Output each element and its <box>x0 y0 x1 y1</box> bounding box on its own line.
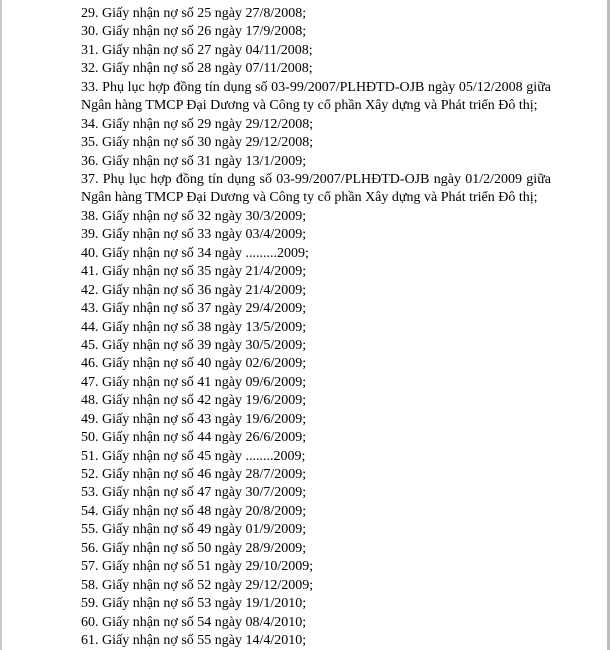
list-item <box>81 134 551 152</box>
item-number: 56. <box>81 540 99 556</box>
list-item <box>81 300 551 318</box>
list-item <box>81 23 551 41</box>
list-item <box>81 484 551 502</box>
list-item <box>81 116 551 134</box>
item-number: 40. <box>81 245 99 261</box>
list-item <box>81 263 551 281</box>
item-text: Giấy nhận nợ số 28 ngày 07/11/2008; <box>102 61 313 77</box>
list-item <box>81 79 551 116</box>
item-number: 37. <box>81 171 99 187</box>
item-number: 49. <box>81 411 99 427</box>
item-number: 44. <box>81 319 99 335</box>
item-number: 43. <box>81 301 99 317</box>
item-text: Giấy nhận nợ số 27 ngày 04/11/2008; <box>102 42 313 58</box>
item-number: 55. <box>81 522 99 538</box>
item-number: 31. <box>81 42 99 58</box>
item-text: Giấy nhận nợ số 32 ngày 30/3/2009; <box>102 208 307 224</box>
item-text: Giấy nhận nợ số 36 ngày 21/4/2009; <box>102 282 307 298</box>
list-item <box>81 208 551 226</box>
item-number: 60. <box>81 614 99 630</box>
item-number: 36. <box>81 153 99 169</box>
item-text: Phụ lục hợp đồng tín dụng số 03-99/2007/PLHĐTD-OJB ngày 05/12/2008 giữa Ngân hàng TMCP Đại Dương và Công ty cổ phần Xây dựng và Phát triển Đô thị; <box>81 79 552 114</box>
item-number: 54. <box>81 503 99 519</box>
list-item <box>81 632 551 650</box>
item-text: Giấy nhận nợ số 54 ngày 08/4/2010; <box>102 614 307 630</box>
item-number: 33. <box>81 79 99 95</box>
item-number: 58. <box>81 577 99 593</box>
list-item <box>81 42 551 60</box>
list-item <box>81 282 551 300</box>
item-text: Giấy nhận nợ số 50 ngày 28/9/2009; <box>102 540 307 556</box>
item-text: Giấy nhận nợ số 45 ngày ........2009; <box>102 448 306 464</box>
item-text: Giấy nhận nợ số 37 ngày 29/4/2009; <box>102 301 307 317</box>
item-text: Giấy nhận nợ số 42 ngày 19/6/2009; <box>102 393 307 409</box>
item-number: 53. <box>81 485 99 501</box>
item-text: Giấy nhận nợ số 26 ngày 17/9/2008; <box>102 24 307 40</box>
item-number: 61. <box>81 632 99 648</box>
item-text: Giấy nhận nợ số 30 ngày 29/12/2008; <box>102 135 314 151</box>
list-item <box>81 319 551 337</box>
item-number: 57. <box>81 559 99 575</box>
list-item <box>81 226 551 244</box>
item-number: 41. <box>81 264 99 280</box>
item-text: Giấy nhận nợ số 48 ngày 20/8/2009; <box>102 503 307 519</box>
list-item <box>81 540 551 558</box>
item-text: Giấy nhận nợ số 33 ngày 03/4/2009; <box>102 227 307 243</box>
list-item <box>81 171 551 208</box>
item-text: Giấy nhận nợ số 40 ngày 02/6/2009; <box>102 356 307 372</box>
item-number: 51. <box>81 448 99 464</box>
list-item <box>81 429 551 447</box>
item-number: 59. <box>81 596 99 612</box>
item-number: 48. <box>81 393 99 409</box>
list-item <box>81 245 551 263</box>
item-number: 45. <box>81 337 99 353</box>
list-item <box>81 466 551 484</box>
item-text: Giấy nhận nợ số 46 ngày 28/7/2009; <box>102 467 307 482</box>
item-text: Giấy nhận nợ số 52 ngày 29/12/2009; <box>102 577 314 593</box>
list-item <box>81 337 551 355</box>
item-text: Giấy nhận nợ số 38 ngày 13/5/2009; <box>102 319 307 335</box>
list-item <box>81 153 551 171</box>
item-number: 50. <box>81 430 99 446</box>
list-item <box>81 448 551 466</box>
list-item <box>81 374 551 392</box>
item-text: Giấy nhận nợ số 41 ngày 09/6/2009; <box>102 374 307 390</box>
list-item <box>81 60 551 78</box>
list-item <box>81 595 551 613</box>
item-number: 42. <box>81 282 99 298</box>
list-item <box>81 503 551 521</box>
list-item <box>81 558 551 576</box>
list-item <box>81 355 551 373</box>
item-text: Giấy nhận nợ số 53 ngày 19/1/2010; <box>102 596 307 612</box>
item-text: Giấy nhận nợ số 35 ngày 21/4/2009; <box>102 264 307 280</box>
item-text: Giấy nhận nợ số 34 ngày .........2009; <box>102 245 309 261</box>
item-number: 38. <box>81 208 99 224</box>
item-number: 46. <box>81 356 99 372</box>
item-text: Giấy nhận nợ số 55 ngày 14/4/2010; <box>102 632 307 648</box>
item-text: Giấy nhận nợ số 47 ngày 30/7/2009; <box>102 485 307 501</box>
item-text: Giấy nhận nợ số 31 ngày 13/1/2009; <box>102 153 307 169</box>
item-number: 47. <box>81 374 99 390</box>
item-text: Giấy nhận nợ số 25 ngày 27/8/2008; <box>102 6 307 21</box>
item-number: 39. <box>81 227 99 243</box>
list-item <box>81 392 551 410</box>
item-text: Giấy nhận nợ số 44 ngày 26/6/2009; <box>102 430 307 446</box>
item-number: 29. <box>81 6 99 21</box>
item-text: Giấy nhận nợ số 49 ngày 01/9/2009; <box>102 522 307 538</box>
list-item <box>81 521 551 539</box>
list-item <box>81 5 551 23</box>
item-number: 32. <box>81 61 99 77</box>
item-text: Giấy nhận nợ số 43 ngày 19/6/2009; <box>102 411 307 427</box>
item-number: 52. <box>81 467 99 482</box>
item-text: Phụ lục hợp đồng tín dụng số 03-99/2007/PLHĐTD-OJB ngày 01/2/2009 giữa Ngân hàng TMCP Đại Dương và Công ty cổ phần Xây dựng và Phát triển Đô thị; <box>81 171 551 206</box>
item-number: 35. <box>81 135 99 151</box>
list-item <box>81 614 551 632</box>
item-number: 30. <box>81 24 99 40</box>
item-text: Giấy nhận nợ số 29 ngày 29/12/2008; <box>102 116 314 132</box>
document-list <box>81 5 551 650</box>
item-number: 34. <box>81 116 99 132</box>
item-text: Giấy nhận nợ số 51 ngày 29/10/2009; <box>102 559 314 575</box>
item-text: Giấy nhận nợ số 39 ngày 30/5/2009; <box>102 337 307 353</box>
list-item <box>81 577 551 595</box>
list-item <box>81 411 551 429</box>
